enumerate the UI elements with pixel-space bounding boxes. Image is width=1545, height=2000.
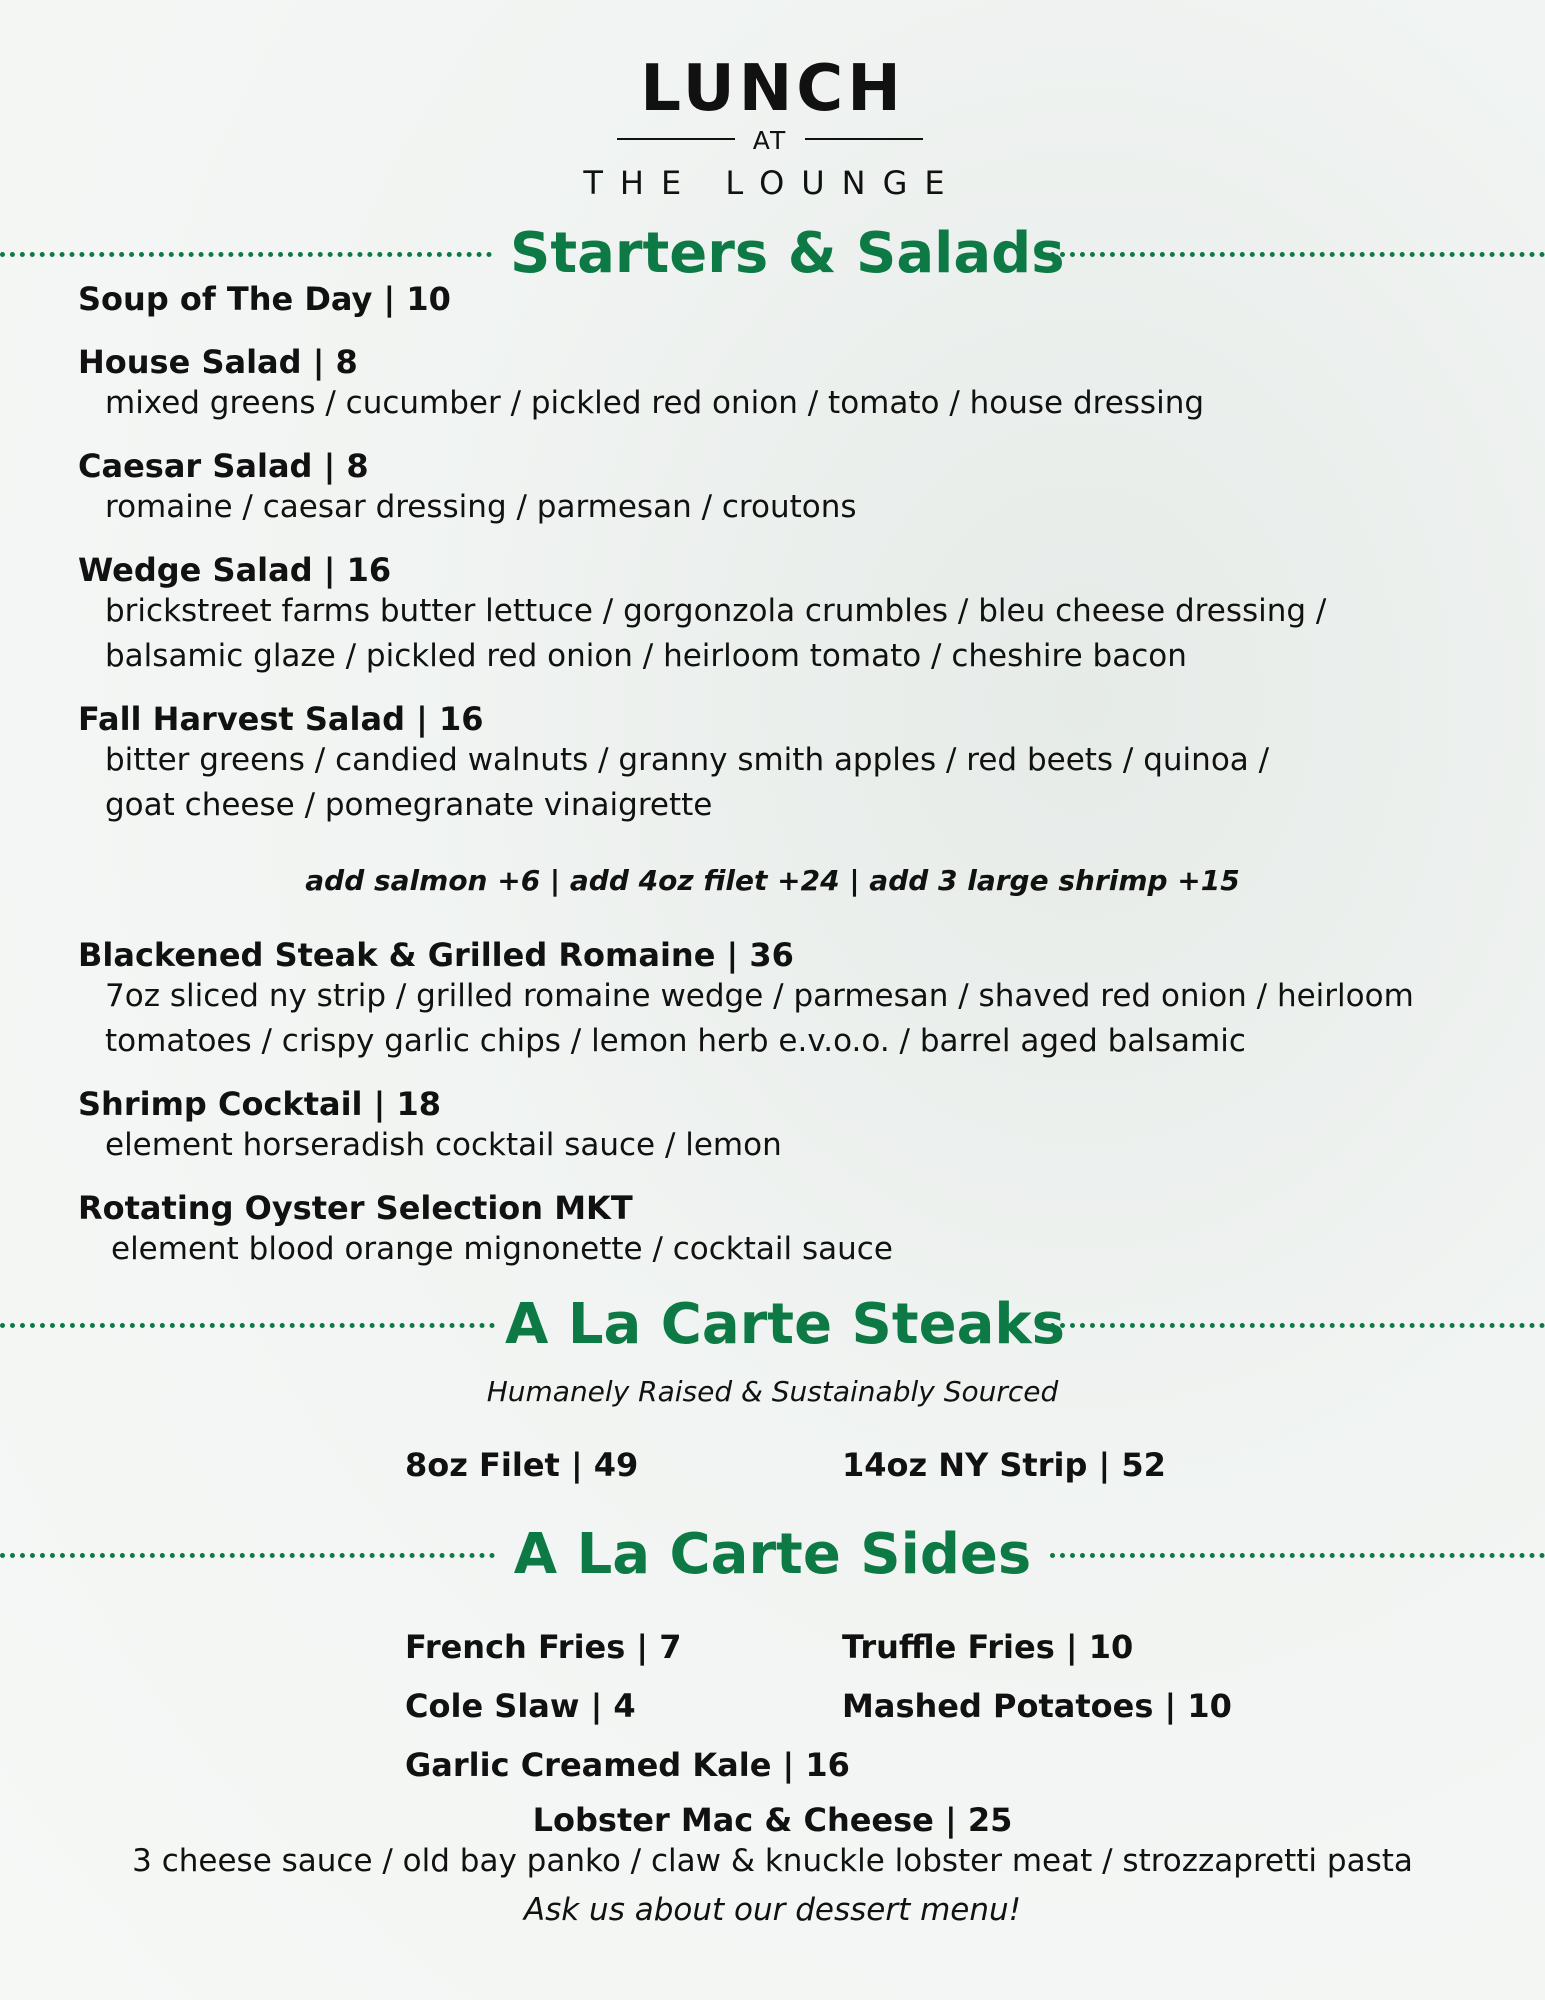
menu-item-cole-slaw: Cole Slaw | 4 xyxy=(405,1687,636,1725)
section-divider-right xyxy=(1050,1553,1545,1558)
menu-item-fall-harvest: Fall Harvest Salad | 16 xyxy=(78,700,484,738)
section-title-starters: Starters & Salads xyxy=(510,221,1065,286)
logo-the-lounge: THE LOUNGE xyxy=(583,164,962,202)
menu-item-desc: element horseradish cocktail sauce / lemon xyxy=(105,1127,782,1163)
menu-item-french-fries: French Fries | 7 xyxy=(405,1628,682,1666)
section-title-steaks: A La Carte Steaks xyxy=(505,1292,1065,1357)
menu-item-caesar-salad: Caesar Salad | 8 xyxy=(78,447,369,485)
protein-addons: add salmon +6 | add 4oz filet +24 | add 3 large shrimp +15 xyxy=(305,864,1240,897)
logo-at-row xyxy=(617,126,923,155)
menu-item-desc: 3 cheese sauce / old bay panko / claw & knuckle lobster meat / strozzapretti pasta xyxy=(132,1843,1413,1879)
menu-item-desc: element blood orange mignonette / cocktail sauce xyxy=(111,1231,893,1267)
logo-at: AT xyxy=(752,126,788,155)
menu-item-blackened-steak: Blackened Steak & Grilled Romaine | 36 xyxy=(78,936,794,974)
menu-item-truffle-fries: Truffle Fries | 10 xyxy=(842,1628,1134,1666)
dessert-note: Ask us about our dessert menu! xyxy=(523,1892,1022,1928)
menu-item-filet: 8oz Filet | 49 xyxy=(405,1446,639,1484)
menu-item-soup: Soup of The Day | 10 xyxy=(78,280,451,318)
section-divider-right xyxy=(1050,1323,1545,1328)
menu-item-desc: 7oz sliced ny strip / grilled romaine wedge / parmesan / shaved red onion / heirloom xyxy=(105,978,1414,1014)
section-divider-right xyxy=(1050,252,1545,257)
menu-item-creamed-kale: Garlic Creamed Kale | 16 xyxy=(405,1746,850,1784)
logo-rule-right xyxy=(805,138,923,140)
section-divider-left xyxy=(0,252,492,257)
section-title-sides: A La Carte Sides xyxy=(513,1522,1032,1587)
menu-item-desc: balsamic glaze / pickled red onion / heirloom tomato / cheshire bacon xyxy=(105,638,1187,674)
menu-item-house-salad: House Salad | 8 xyxy=(78,343,358,381)
steaks-tagline: Humanely Raised & Sustainably Sourced xyxy=(486,1375,1059,1408)
menu-item-desc: goat cheese / pomegranate vinaigrette xyxy=(105,787,713,823)
menu-item-desc: brickstreet farms butter lettuce / gorgonzola crumbles / bleu cheese dressing / xyxy=(105,593,1327,629)
menu-item-mashed-potatoes: Mashed Potatoes | 10 xyxy=(842,1687,1232,1725)
menu-item-wedge-salad: Wedge Salad | 16 xyxy=(78,551,392,589)
section-divider-left xyxy=(0,1323,495,1328)
menu-item-lobster-mac: Lobster Mac & Cheese | 25 xyxy=(532,1801,1013,1839)
menu-item-oysters: Rotating Oyster Selection MKT xyxy=(78,1189,633,1227)
logo-lunch: LUNCH xyxy=(640,52,905,126)
menu-item-ny-strip: 14oz NY Strip | 52 xyxy=(842,1446,1166,1484)
menu-item-desc: mixed greens / cucumber / pickled red onion / tomato / house dressing xyxy=(105,385,1205,421)
menu-item-desc: bitter greens / candied walnuts / granny smith apples / red beets / quinoa / xyxy=(105,742,1270,778)
menu-item-desc: tomatoes / crispy garlic chips / lemon herb e.v.o.o. / barrel aged balsamic xyxy=(105,1023,1246,1059)
menu-item-desc: romaine / caesar dressing / parmesan / croutons xyxy=(105,489,857,525)
menu-item-shrimp-cocktail: Shrimp Cocktail | 18 xyxy=(78,1085,442,1123)
section-divider-left xyxy=(0,1553,495,1558)
